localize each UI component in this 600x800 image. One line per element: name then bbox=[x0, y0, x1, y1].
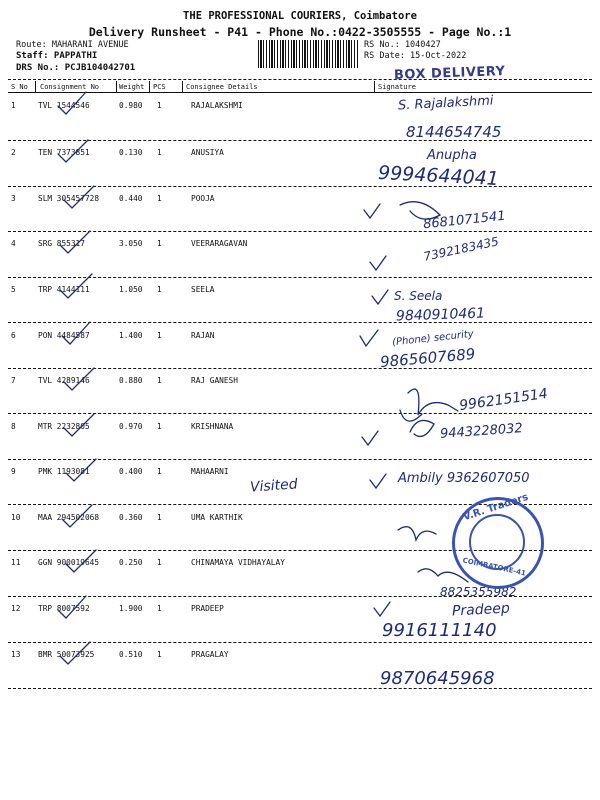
hw-r5-phone: 9840910461 bbox=[395, 305, 486, 325]
hw-r7-phone: 9962151514 bbox=[458, 385, 549, 415]
hw-r5-name: S. Seela bbox=[394, 289, 443, 303]
col-pcs: PCS bbox=[153, 83, 166, 91]
row-weight: 0.250 bbox=[119, 558, 143, 567]
row-consignee: KRISHNANA bbox=[191, 422, 234, 431]
row-consignee: ANUSIYA bbox=[191, 148, 224, 157]
row-consignee: RAJ GANESH bbox=[191, 376, 238, 385]
hw-r12-phone: 9916111140 bbox=[382, 620, 497, 641]
row-consignment: BMR 50073925 bbox=[38, 650, 95, 659]
hw-r4-phone: 7392183435 bbox=[422, 234, 500, 264]
row-weight: 0.440 bbox=[119, 194, 143, 203]
row-consignee: MAHAARNI bbox=[191, 467, 229, 476]
row-pcs: 1 bbox=[157, 148, 162, 157]
hw-r9-note: Visited bbox=[249, 476, 299, 496]
row-consignment: GGN 900019645 bbox=[38, 558, 100, 567]
row-consignment: TEN 7373851 bbox=[38, 148, 90, 157]
col-consignee: Consignee Details bbox=[186, 83, 258, 91]
row-consignee: RAJAN bbox=[191, 331, 215, 340]
col-consignment: Consignment No bbox=[40, 83, 100, 91]
row-weight: 0.360 bbox=[119, 513, 143, 522]
hw-r3-phone: 8681071541 bbox=[422, 208, 507, 233]
hw-r6-note: (Phone) security bbox=[391, 328, 475, 349]
row-pcs: 1 bbox=[157, 239, 162, 248]
row-consignment: TVL 4289146 bbox=[38, 376, 90, 385]
runsheet-title: Delivery Runsheet - P41 - Phone No.:0422-3505555 - Page No.:1 bbox=[88, 25, 512, 39]
row-sno: 10 bbox=[11, 513, 21, 522]
row-weight: 0.400 bbox=[119, 467, 143, 476]
hw-r6-phone: 9865607689 bbox=[379, 344, 477, 372]
row-pcs: 1 bbox=[157, 285, 162, 294]
row-sno: 7 bbox=[11, 376, 16, 385]
row-sno: 13 bbox=[11, 650, 21, 659]
rs-number: RS No.: 1040427 bbox=[364, 40, 441, 50]
row-consignment: SLM 305457728 bbox=[38, 194, 100, 203]
row-weight: 0.880 bbox=[119, 376, 143, 385]
row-consignee: SEELA bbox=[191, 285, 215, 294]
row-sno: 8 bbox=[11, 422, 16, 431]
row-weight: 0.510 bbox=[119, 650, 143, 659]
col-sno: S No bbox=[11, 83, 28, 91]
seal-top-text: V.R. Traders bbox=[461, 491, 530, 524]
row-weight: 0.980 bbox=[119, 101, 143, 110]
row-pcs: 1 bbox=[157, 376, 162, 385]
row-sno: 4 bbox=[11, 239, 16, 248]
row-consignee: PRADEEP bbox=[191, 604, 224, 613]
hw-r9-sig: Ambily 9362607050 bbox=[398, 471, 530, 486]
row-consignee: PRAGALAY bbox=[191, 650, 229, 659]
rs-date: RS Date: 15-Oct-2022 bbox=[364, 51, 467, 61]
row-pcs: 1 bbox=[157, 650, 162, 659]
row-pcs: 1 bbox=[157, 422, 162, 431]
row-sno: 6 bbox=[11, 331, 16, 340]
staff-label: Staff: PAPPATHI bbox=[16, 51, 98, 61]
row-consignment: SRG 855317 bbox=[38, 239, 85, 248]
route-label: Route: MAHARANI AVENUE bbox=[16, 40, 129, 50]
row-sno: 11 bbox=[11, 558, 21, 567]
row-consignment: MTR 2232805 bbox=[38, 422, 90, 431]
row-weight: 1.050 bbox=[119, 285, 143, 294]
row-consignee: POOJA bbox=[191, 194, 215, 203]
row-sno: 9 bbox=[11, 467, 16, 476]
hw-r11-phone: 8825355982 bbox=[440, 585, 517, 599]
row-consignment: PMK 1193081 bbox=[38, 467, 90, 476]
row-pcs: 1 bbox=[157, 604, 162, 613]
row-consignee: VEERARAGAVAN bbox=[191, 239, 248, 248]
row-pcs: 1 bbox=[157, 331, 162, 340]
drs-label: DRS No.: PCJB104042701 bbox=[16, 63, 136, 73]
col-signature: Signature bbox=[378, 83, 416, 91]
row-consignee: UMA KARTHIK bbox=[191, 513, 243, 522]
col-weight: Weight bbox=[119, 83, 145, 91]
row-sno: 1 bbox=[11, 101, 16, 110]
hw-r8-phone: 9443228032 bbox=[439, 421, 524, 442]
row-pcs: 1 bbox=[157, 194, 162, 203]
row-consignee: RAJALAKSHMI bbox=[191, 101, 243, 110]
row-pcs: 1 bbox=[157, 101, 162, 110]
row-weight: 0.970 bbox=[119, 422, 143, 431]
row-consignee: CHINAMAYA VIDHAYALAY bbox=[191, 558, 285, 567]
row-weight: 1.400 bbox=[119, 331, 143, 340]
seal-bottom-text: COIMBATORE-41 bbox=[461, 556, 527, 578]
row-pcs: 1 bbox=[157, 558, 162, 567]
hw-r2-phone: 9994644041 bbox=[377, 161, 500, 191]
hw-r1-name: S. Rajalakshmi bbox=[397, 93, 494, 114]
row-weight: 0.130 bbox=[119, 148, 143, 157]
hw-r13-phone: 9870645968 bbox=[380, 668, 495, 689]
row-weight: 1.900 bbox=[119, 604, 143, 613]
company-title: THE PROFESSIONAL COURIERS, Coimbatore bbox=[183, 10, 417, 22]
row-consignment: PON 4484587 bbox=[38, 331, 90, 340]
hw-r2-name: Anupha bbox=[427, 148, 477, 163]
row-consignment: TRP 4144111 bbox=[38, 285, 90, 294]
row-pcs: 1 bbox=[157, 513, 162, 522]
row-consignment: TVL 1544546 bbox=[38, 101, 90, 110]
hw-r1-phone: 8144654745 bbox=[406, 123, 502, 141]
row-sno: 5 bbox=[11, 285, 16, 294]
row-weight: 3.050 bbox=[119, 239, 143, 248]
row-sno: 2 bbox=[11, 148, 16, 157]
row-consignment: TRP 8007592 bbox=[38, 604, 90, 613]
hw-r12-name: Pradeep bbox=[451, 600, 511, 620]
row-pcs: 1 bbox=[157, 467, 162, 476]
row-consignment: MAA 294502068 bbox=[38, 513, 100, 522]
box-delivery-stamp: BOX DELIVERY bbox=[393, 64, 506, 83]
row-sno: 3 bbox=[11, 194, 16, 203]
row-sno: 12 bbox=[11, 604, 21, 613]
